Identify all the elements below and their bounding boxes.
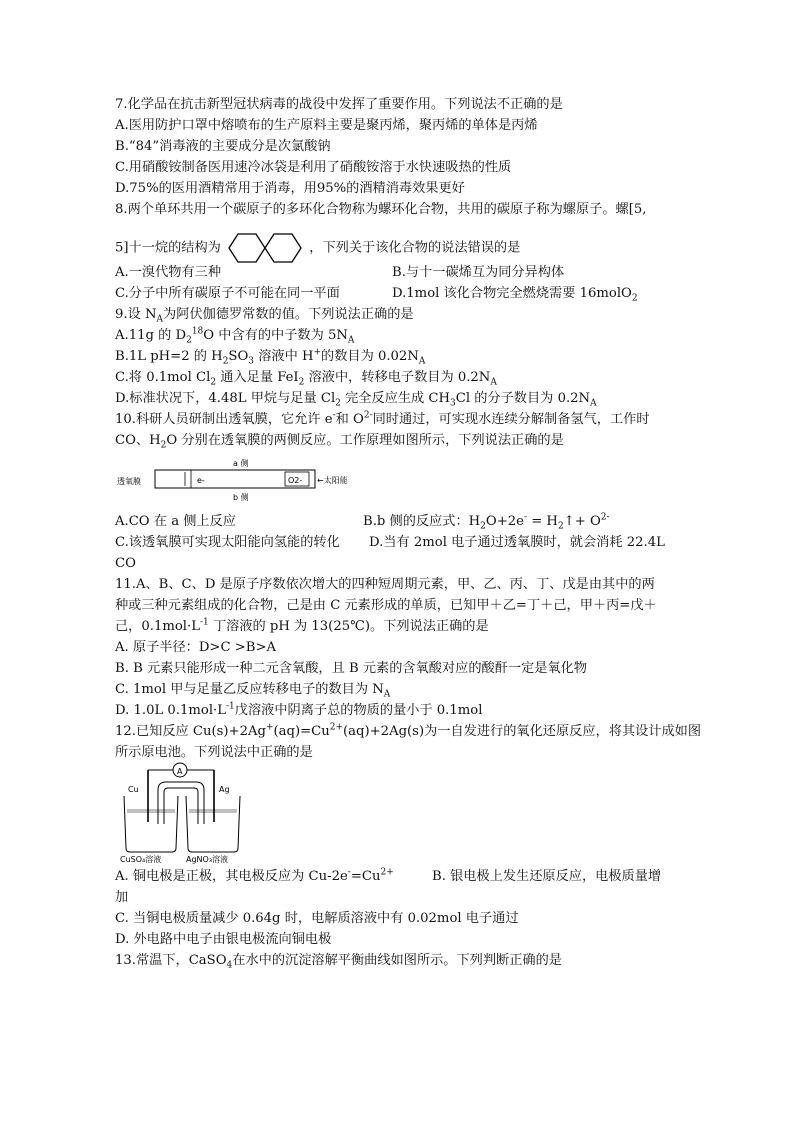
- q8-option-d: D.1mol 该化合物完全燃烧需要 16molO$_2$: [392, 286, 638, 304]
- q12-option-b-cont: 加: [115, 890, 129, 905]
- svg-text:A: A: [177, 767, 183, 776]
- q9-option-c: C.将 0.1mol $Cl_2$ 通入足量 FeI$_2$ 溶液中，转移电子数目为 $0.2N_A$: [115, 370, 497, 388]
- q10-option-d: D.当有 2mol 电子通过透氧膜时，就会消耗 22.4L: [369, 535, 665, 550]
- q10-stem-line2: CO、$H_2O$ 分别在透氧膜的两侧反应。工作原理如图所示，下列说法正确的是: [115, 433, 564, 451]
- right-beaker: [186, 796, 240, 852]
- q12-option-c: C. 当铜电极质量减少 0.64g 时，电解质溶液中有 0.02mol 电子通过: [115, 911, 519, 926]
- q12-option-b: B. 银电极上发生还原反应，电极质量增: [432, 869, 662, 884]
- q9-option-b: B.1L pH=2 的 $H_2SO_3$ 溶液中 H+的数目为 $0.02N_A$: [115, 347, 426, 367]
- membrane-label: 透氧膜: [117, 477, 141, 486]
- q11-option-b: B. B 元素只能形成一种二元含氧酸，且 B 元素的含氧酸对应的酸酐一定是氧化物: [115, 661, 588, 676]
- q8-option-b: B.与十一碳烯互为同分异构体: [392, 265, 565, 280]
- q9-option-d: D.标准状况下，4.48L 甲烷与足量 $Cl_2$ 完全反应生成 $CH_3Cl$ 的分子数目为 $0.2N_A$: [115, 391, 597, 409]
- silver-electrode-label: Ag: [219, 785, 230, 794]
- q9-stem: 9.设 $N_A$为阿伏伽德罗常数的值。下列说法正确的是: [115, 307, 414, 325]
- q7-option-a: A.医用防护口罩中熔喷布的生产原料主要是聚丙烯，聚丙烯的单体是丙烯: [115, 118, 538, 133]
- cuso4-solution-label: CuSO₄溶液: [120, 855, 162, 864]
- electron-label: e-: [197, 476, 205, 485]
- q13-stem: 13.常温下，CaSO$_4$在水中的沉淀溶解平衡曲线如图所示。下列判断正确的是: [115, 953, 562, 971]
- oxide-ion-label: O2-: [288, 476, 303, 485]
- q7-option-b: B.“84”消毒液的主要成分是次氯酸钠: [115, 139, 331, 154]
- q10-stem-line1: 10.科研人员研制出透氧膜，它允许 e-和 $O^{2-}$同时通过，可实现水连续分解制备氢气，工作时: [115, 410, 650, 427]
- q8-option-c: C.分子中所有碳原子不可能在同一平面: [115, 286, 340, 301]
- q10-option-b: B.b 侧的反应式：$H_2O+2e^-$ = $H_2↑+ O^{2-}$: [363, 512, 610, 532]
- q11-stem-line2: 种或三种元素组成的化合物，己是由 C 元素形成的单质，已知甲＋乙=丁＋己，甲＋丙=戊＋: [115, 598, 657, 613]
- q12-stem-line1: 12.已知反应 $Cu(s)+2Ag^+(aq)=Cu^{2+}(aq)+2Ag(s)$为一自发进行的氧化还原反应，将其设计成如图: [115, 722, 702, 739]
- q11-option-c: C. 1mol 甲与足量乙反应转移电子的数目为 $N_A$: [115, 682, 391, 700]
- b-side-label: b 侧: [233, 493, 249, 502]
- a-side-label: a 侧: [233, 459, 249, 468]
- q7-stem: 7.化学品在抗击新型冠状病毒的战役中发挥了重要作用。下列说法不正确的是: [115, 97, 563, 112]
- q8-stem-part1: 5]十一烷的结构为: [115, 240, 221, 256]
- q11-option-a: A. 原子半径：D>C >B>A: [115, 640, 277, 655]
- q10-option-c: C.该透氧膜可实现太阳能向氢能的转化: [115, 535, 340, 550]
- q12-option-d: D. 外电路中电子由银电极流向铜电极: [115, 932, 332, 947]
- galvanic-cell-diagram: [118, 760, 258, 864]
- q11-option-d: D. 1.0L $0.1mol\cdot L^{-1}$戊溶液中阴离子总的物质的量小于 0.1mol: [115, 701, 483, 718]
- q10-option-a: A.CO 在 a 侧上反应: [115, 514, 236, 529]
- spiro-undecane-structure: [227, 232, 303, 264]
- q12-stem-line2: 所示原电池。下列说法中正确的是: [115, 745, 313, 760]
- left-beaker: [124, 796, 178, 852]
- copper-electrode-label: Cu: [128, 785, 139, 794]
- q11-stem-line1: 11.A、B、C、D 是原子序数依次增大的四种短周期元素，甲、乙、丙、丁、戊是由其中的两: [115, 577, 655, 592]
- q8-stem-line1: 8.两个单环共用一个碳原子的多环化合物称为螺环化合物，共用的碳原子称为螺原子。螺[5,: [115, 202, 647, 217]
- q8-stem-line2: [115, 232, 520, 264]
- q11-stem-line3: 己，$0.1mol\cdot L^{-1}$ 丁溶液的 pH 为 13(25℃)。下列说法正确的是: [115, 617, 489, 634]
- q12-option-a: A. 铜电极是正极，其电极反应为 $Cu-2e^-=Cu^{2+}$: [115, 867, 394, 884]
- q8-stem-part2: ，下列关于该化合物的说法错误的是: [309, 240, 521, 256]
- solar-energy-label: ←太阳能: [317, 476, 348, 485]
- q7-option-c: C.用硝酸铵制备医用速冷冰袋是利用了硝酸铵溶于水快速吸热的性质: [115, 160, 512, 175]
- q10-option-d-cont: CO: [115, 556, 136, 571]
- q8-option-a: A.一溴代物有三种: [115, 265, 222, 280]
- oxygen-membrane-diagram: [115, 458, 375, 502]
- agno3-solution-label: AgNO₃溶液: [186, 855, 229, 864]
- q7-option-d: D.75%的医用酒精常用于消毒，用95%的酒精消毒效果更好: [115, 181, 465, 196]
- q9-option-a: A.11g 的 $D_2^{18}O$ 中含有的中子数为 $5N_A$: [115, 326, 355, 346]
